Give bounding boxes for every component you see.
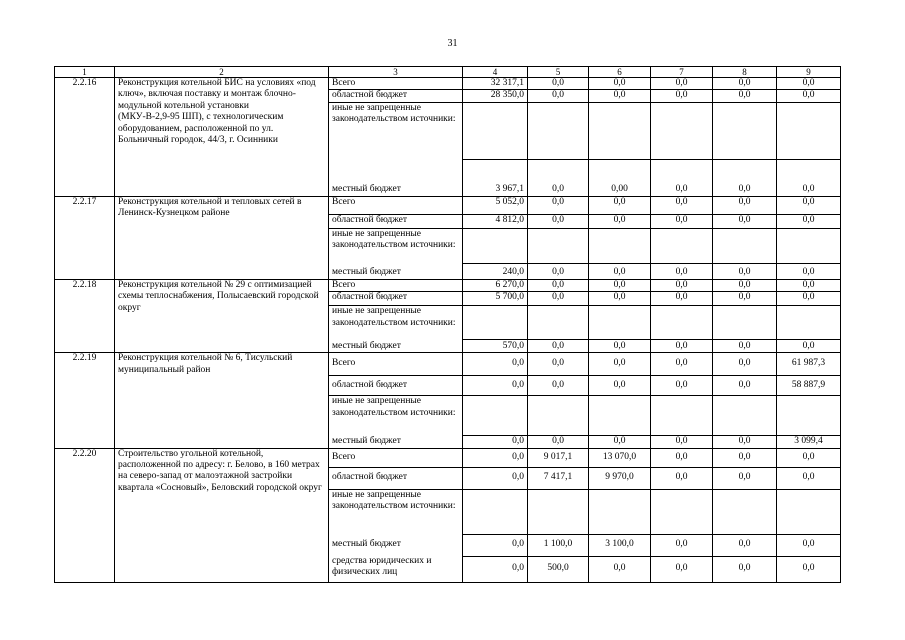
value-col-9 (777, 306, 841, 340)
value-col-6: 0,0 (589, 78, 651, 90)
funding-source: средства юридических и физических лиц (329, 556, 463, 582)
funding-source: местный бюджет (329, 436, 463, 448)
value-col-4: 240,0 (463, 263, 528, 279)
table-row (55, 353, 841, 376)
header-cell-9: 9 (777, 67, 841, 78)
value-col-6 (589, 102, 651, 159)
value-col-4: 0,0 (463, 376, 528, 396)
row-index: 2.2.18 (55, 279, 115, 352)
value-col-9: 0,0 (777, 340, 841, 353)
value-col-4: 0,0 (463, 467, 528, 489)
funding-source: областной бюджет (329, 214, 463, 228)
value-col-8: 0,0 (713, 340, 777, 353)
row-name: Строительство угольной котельной, расположенной по адресу: г. Белово, в 160 метрах на северо-запад от малоэтажной застройки квартала «Сосновый», Беловский городской округ (115, 448, 329, 582)
value-col-4 (463, 228, 528, 263)
row-index: 2.2.16 (55, 78, 115, 197)
value-col-5: 0,0 (528, 436, 589, 448)
value-col-8: 0,0 (713, 534, 777, 556)
funding-source: Всего (329, 353, 463, 376)
value-col-8: 0,0 (713, 376, 777, 396)
value-col-8: 0,0 (713, 263, 777, 279)
value-col-6: 0,00 (589, 159, 651, 196)
value-col-9: 0,0 (777, 556, 841, 582)
value-col-7 (651, 489, 713, 534)
value-col-5: 1 100,0 (528, 534, 589, 556)
value-col-7: 0,0 (651, 556, 713, 582)
value-col-4: 32 317,1 (463, 78, 528, 90)
funding-source: иные не запрещенные законодательством источники: (329, 306, 463, 340)
value-col-9: 0,0 (777, 534, 841, 556)
value-col-5: 0,0 (528, 353, 589, 376)
value-col-8: 0,0 (713, 467, 777, 489)
value-col-8: 0,0 (713, 196, 777, 214)
value-col-7: 0,0 (651, 467, 713, 489)
header-cell-6: 6 (589, 67, 651, 78)
value-col-7: 0,0 (651, 279, 713, 291)
value-col-6 (589, 306, 651, 340)
value-col-6: 13 070,0 (589, 448, 651, 467)
value-col-9: 0,0 (777, 448, 841, 467)
value-col-8: 0,0 (713, 448, 777, 467)
value-col-5: 0,0 (528, 214, 589, 228)
row-name: Реконструкция котельной БИС на условиях «под ключ», включая поставку и монтаж блочно-модульной котельной установки (МКУ-В-2,9-95 ШП), с технологическим оборудованием, расположенной по ул. Больничный городок, 44/3, г. Осинники (115, 78, 329, 197)
funding-source: местный бюджет (329, 534, 463, 556)
value-col-4: 6 270,0 (463, 279, 528, 291)
value-col-4: 5 700,0 (463, 292, 528, 306)
value-col-7: 0,0 (651, 353, 713, 376)
value-col-9: 0,0 (777, 292, 841, 306)
value-col-6: 9 970,0 (589, 467, 651, 489)
value-col-4: 0,0 (463, 448, 528, 467)
header-cell-5: 5 (528, 67, 589, 78)
value-col-8: 0,0 (713, 159, 777, 196)
value-col-8: 0,0 (713, 556, 777, 582)
value-col-7: 0,0 (651, 196, 713, 214)
value-col-6: 3 100,0 (589, 534, 651, 556)
value-col-4: 3 967,1 (463, 159, 528, 196)
value-col-6: 0,0 (589, 292, 651, 306)
value-col-5: 9 017,1 (528, 448, 589, 467)
funding-source: областной бюджет (329, 467, 463, 489)
value-col-5: 0,0 (528, 90, 589, 102)
funding-source: иные не запрещенные законодательством источники: (329, 228, 463, 263)
value-col-5: 0,0 (528, 263, 589, 279)
value-col-6: 0,0 (589, 263, 651, 279)
value-col-5: 500,0 (528, 556, 589, 582)
value-col-9: 58 887,9 (777, 376, 841, 396)
funding-source: местный бюджет (329, 159, 463, 196)
row-name: Реконструкция котельной № 29 с оптимизацией схемы теплоснабжения, Полысаевский городской округ (115, 279, 329, 352)
value-col-6 (589, 228, 651, 263)
value-col-6: 0,0 (589, 556, 651, 582)
value-col-5 (528, 489, 589, 534)
value-col-5: 0,0 (528, 196, 589, 214)
value-col-9: 0,0 (777, 263, 841, 279)
value-col-4 (463, 396, 528, 436)
value-col-9: 61 987,3 (777, 353, 841, 376)
value-col-4: 4 812,0 (463, 214, 528, 228)
value-col-8 (713, 489, 777, 534)
value-col-4: 28 350,0 (463, 90, 528, 102)
funding-source: Всего (329, 448, 463, 467)
value-col-7: 0,0 (651, 436, 713, 448)
value-col-6: 0,0 (589, 353, 651, 376)
value-col-4: 5 052,0 (463, 196, 528, 214)
value-col-7: 0,0 (651, 292, 713, 306)
value-col-5 (528, 396, 589, 436)
funding-source: Всего (329, 196, 463, 214)
funding-source: областной бюджет (329, 376, 463, 396)
funding-source: областной бюджет (329, 292, 463, 306)
header-cell-4: 4 (463, 67, 528, 78)
table-row (55, 448, 841, 467)
value-col-8: 0,0 (713, 436, 777, 448)
value-col-6: 0,0 (589, 436, 651, 448)
row-index: 2.2.19 (55, 353, 115, 448)
value-col-5 (528, 228, 589, 263)
value-col-8: 0,0 (713, 353, 777, 376)
value-col-8: 0,0 (713, 90, 777, 102)
value-col-8 (713, 306, 777, 340)
value-col-6 (589, 489, 651, 534)
value-col-9 (777, 396, 841, 436)
value-col-6: 0,0 (589, 376, 651, 396)
value-col-9: 0,0 (777, 196, 841, 214)
value-col-4: 0,0 (463, 436, 528, 448)
value-col-5: 0,0 (528, 279, 589, 291)
value-col-5: 0,0 (528, 292, 589, 306)
value-col-5 (528, 102, 589, 159)
value-col-7: 0,0 (651, 376, 713, 396)
value-col-6 (589, 396, 651, 436)
value-col-7 (651, 396, 713, 436)
table-row (55, 196, 841, 214)
value-col-7: 0,0 (651, 448, 713, 467)
value-col-6: 0,0 (589, 279, 651, 291)
funding-source: местный бюджет (329, 340, 463, 353)
value-col-9: 0,0 (777, 467, 841, 489)
value-col-5: 0,0 (528, 376, 589, 396)
table-row (55, 279, 841, 291)
value-col-5: 0,0 (528, 340, 589, 353)
budget-table (54, 66, 841, 583)
row-index: 2.2.17 (55, 196, 115, 279)
value-col-9: 0,0 (777, 78, 841, 90)
row-name: Реконструкция котельной № 6, Тисульский муниципальный район (115, 353, 329, 448)
value-col-4: 570,0 (463, 340, 528, 353)
value-col-8: 0,0 (713, 78, 777, 90)
value-col-7: 0,0 (651, 159, 713, 196)
value-col-7 (651, 306, 713, 340)
value-col-7 (651, 228, 713, 263)
value-col-4 (463, 102, 528, 159)
value-col-4: 0,0 (463, 353, 528, 376)
value-col-4: 0,0 (463, 556, 528, 582)
header-cell-7: 7 (651, 67, 713, 78)
value-col-7: 0,0 (651, 90, 713, 102)
value-col-5: 0,0 (528, 78, 589, 90)
value-col-4: 0,0 (463, 534, 528, 556)
value-col-9 (777, 102, 841, 159)
value-col-6: 0,0 (589, 340, 651, 353)
value-col-9: 0,0 (777, 159, 841, 196)
value-col-9: 0,0 (777, 90, 841, 102)
table-header-row (55, 67, 841, 78)
value-col-9: 3 099,4 (777, 436, 841, 448)
header-cell-3: 3 (329, 67, 463, 78)
funding-source: областной бюджет (329, 90, 463, 102)
value-col-8 (713, 102, 777, 159)
value-col-6: 0,0 (589, 214, 651, 228)
funding-source: иные не запрещенные законодательством источники: (329, 102, 463, 159)
value-col-9 (777, 228, 841, 263)
funding-source: иные не запрещенные законодательством источники: (329, 396, 463, 436)
value-col-9: 0,0 (777, 214, 841, 228)
value-col-5: 7 417,1 (528, 467, 589, 489)
value-col-4 (463, 306, 528, 340)
row-index: 2.2.20 (55, 448, 115, 582)
value-col-7: 0,0 (651, 340, 713, 353)
value-col-8: 0,0 (713, 279, 777, 291)
value-col-7: 0,0 (651, 534, 713, 556)
funding-source: местный бюджет (329, 263, 463, 279)
value-col-8 (713, 396, 777, 436)
table-row (55, 78, 841, 90)
header-cell-8: 8 (713, 67, 777, 78)
value-col-7: 0,0 (651, 78, 713, 90)
funding-source: иные не запрещенные законодательством источники: (329, 489, 463, 534)
value-col-8: 0,0 (713, 214, 777, 228)
funding-source: Всего (329, 279, 463, 291)
value-col-9: 0,0 (777, 279, 841, 291)
value-col-9 (777, 489, 841, 534)
header-cell-2: 2 (115, 67, 329, 78)
row-name: Реконструкция котельной и тепловых сетей в Ленинск-Кузнецком районе (115, 196, 329, 279)
value-col-7 (651, 102, 713, 159)
value-col-6: 0,0 (589, 196, 651, 214)
page-number: 31 (447, 38, 458, 49)
header-cell-1: 1 (55, 67, 115, 78)
value-col-6: 0,0 (589, 90, 651, 102)
value-col-7: 0,0 (651, 214, 713, 228)
value-col-5: 0,0 (528, 159, 589, 196)
value-col-8 (713, 228, 777, 263)
value-col-8: 0,0 (713, 292, 777, 306)
value-col-4 (463, 489, 528, 534)
funding-source: Всего (329, 78, 463, 90)
value-col-5 (528, 306, 589, 340)
value-col-7: 0,0 (651, 263, 713, 279)
